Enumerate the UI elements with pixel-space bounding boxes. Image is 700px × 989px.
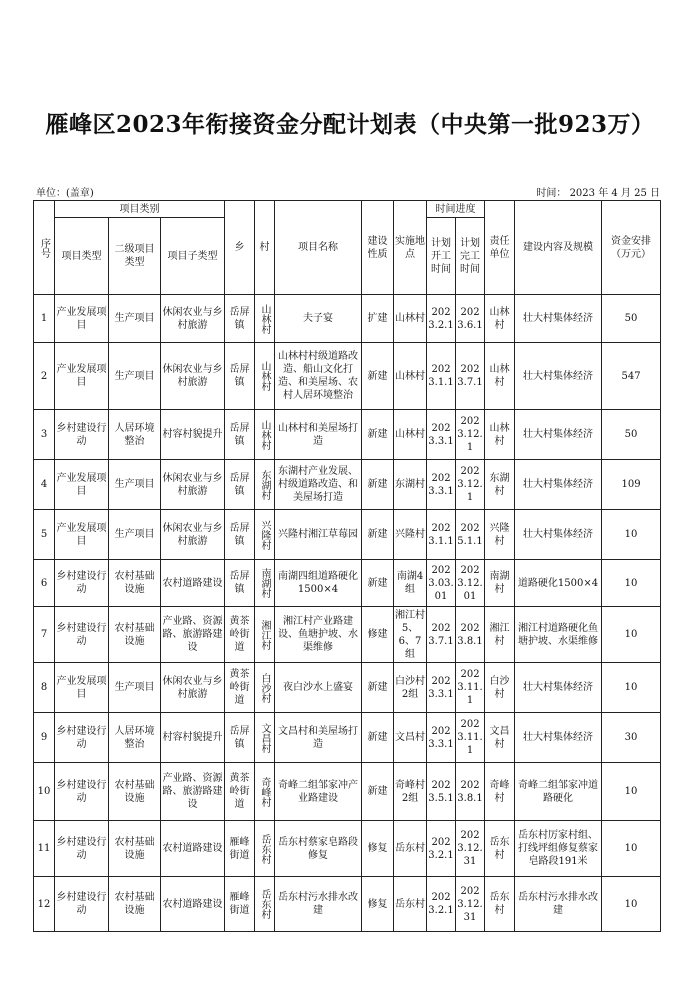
- cell-level2: 农村基础设施: [109, 877, 161, 932]
- cell-location: 山林村: [394, 295, 427, 343]
- cell-type: 乡村建设行动: [55, 410, 109, 460]
- cell-end: 2023.12.31: [456, 877, 485, 932]
- table-row: [34, 460, 661, 510]
- cell-funds: 10: [602, 663, 661, 713]
- header-funds: 资金安排（万元）: [602, 201, 661, 295]
- cell-content: 岳东村厉家村组、打线坪组修复蔡家皂路段191米: [515, 821, 602, 877]
- cell-subtype: 休闲农业与乡村旅游: [161, 460, 225, 510]
- cell-name: 山林村村级道路改造、船山文化打造、和美屋场、农村人居环境整治: [275, 343, 362, 410]
- header-name: 项目名称: [275, 201, 362, 295]
- cell-unit: 白沙村: [485, 663, 515, 713]
- cell-seq: 11: [34, 821, 55, 877]
- cell-township: 雁峰街道: [225, 877, 255, 932]
- cell-nature: 修复: [362, 821, 394, 877]
- table-row: [34, 877, 661, 932]
- cell-unit: 山林村: [485, 410, 515, 460]
- table-row: [34, 713, 661, 763]
- cell-township: 岳屏镇: [225, 343, 255, 410]
- cell-name: 东湖村产业发展、村级道路改造、和美屋场打造: [275, 460, 362, 510]
- unit-label: 单位：(盖章): [36, 188, 94, 199]
- cell-subtype: 休闲农业与乡村旅游: [161, 663, 225, 713]
- cell-unit: 岳东村: [485, 821, 515, 877]
- header-township: 乡: [225, 201, 255, 295]
- cell-type: 乡村建设行动: [55, 877, 109, 932]
- cell-unit: 东湖村: [485, 460, 515, 510]
- cell-location: 奇峰村2组: [394, 763, 427, 821]
- cell-location: 兴隆村: [394, 510, 427, 560]
- date-label: 时间： 2023 年 4 月 25 日: [536, 188, 660, 199]
- cell-village: 兴隆村: [255, 510, 275, 560]
- cell-name: 山林村和美屋场打造: [275, 410, 362, 460]
- cell-village: 山林村: [255, 343, 275, 410]
- cell-township: 黄茶岭街道: [225, 663, 255, 713]
- cell-content: 壮大村集体经济: [515, 460, 602, 510]
- cell-subtype: 产业路、资源路、旅游路建设: [161, 763, 225, 821]
- cell-level2: 农村基础设施: [109, 763, 161, 821]
- cell-name: 奇峰二组邹家冲产业路建设: [275, 763, 362, 821]
- cell-village: 奇峰村: [255, 763, 275, 821]
- cell-end: 2023.12.1: [456, 410, 485, 460]
- header-category-group: 项目类别: [55, 201, 225, 218]
- table-row: [34, 763, 661, 821]
- cell-funds: 109: [602, 460, 661, 510]
- cell-level2: 生产项目: [109, 510, 161, 560]
- page-title: 雁峰区2023年衔接资金分配计划表（中央第一批923万）: [45, 111, 655, 138]
- cell-content: 壮大村集体经济: [515, 510, 602, 560]
- header-end: 计划完工时间: [456, 218, 485, 295]
- cell-unit: 湘江村: [485, 607, 515, 663]
- cell-name: 兴隆村湘江草莓园: [275, 510, 362, 560]
- cell-name: 岳东村蔡家皂路段修复: [275, 821, 362, 877]
- cell-subtype: 休闲农业与乡村旅游: [161, 510, 225, 560]
- cell-funds: 10: [602, 510, 661, 560]
- cell-location: 白沙村2组: [394, 663, 427, 713]
- cell-level2: 生产项目: [109, 343, 161, 410]
- cell-location: 岳东村: [394, 877, 427, 932]
- cell-start: 2023.03.01: [427, 560, 456, 607]
- header-unit: 责任单位: [485, 201, 515, 295]
- header-type: 项目类型: [55, 218, 109, 295]
- header-start: 计划开工时间: [427, 218, 456, 295]
- cell-start: 2023.1.1: [427, 343, 456, 410]
- cell-start: 2023.7.1: [427, 607, 456, 663]
- header-level2: 二级项目类型: [109, 218, 161, 295]
- cell-nature: 扩建: [362, 295, 394, 343]
- cell-township: 岳屏镇: [225, 560, 255, 607]
- table-row: [34, 821, 661, 877]
- cell-subtype: 村容村貌提升: [161, 410, 225, 460]
- cell-location: 文昌村: [394, 713, 427, 763]
- cell-funds: 30: [602, 713, 661, 763]
- cell-name: 夫子宴: [275, 295, 362, 343]
- cell-nature: 新建: [362, 560, 394, 607]
- cell-village: 湘江村: [255, 607, 275, 663]
- cell-end: 2023.8.1: [456, 763, 485, 821]
- header-subtype: 项目子类型: [161, 218, 225, 295]
- cell-funds: 50: [602, 295, 661, 343]
- table-row: [34, 295, 661, 343]
- cell-nature: 新建: [362, 763, 394, 821]
- cell-unit: 岳东村: [485, 877, 515, 932]
- cell-location: 岳东村: [394, 821, 427, 877]
- table-row: [34, 343, 661, 410]
- cell-nature: 新建: [362, 460, 394, 510]
- cell-seq: 3: [34, 410, 55, 460]
- cell-type: 乡村建设行动: [55, 821, 109, 877]
- cell-seq: 7: [34, 607, 55, 663]
- cell-seq: 4: [34, 460, 55, 510]
- cell-nature: 修复: [362, 877, 394, 932]
- cell-start: 2023.2.1: [427, 821, 456, 877]
- cell-funds: 10: [602, 821, 661, 877]
- header-village: 村: [255, 201, 275, 295]
- cell-end: 2023.7.1: [456, 343, 485, 410]
- cell-end: 2023.12.31: [456, 821, 485, 877]
- cell-content: 壮大村集体经济: [515, 410, 602, 460]
- cell-start: 2023.2.1: [427, 295, 456, 343]
- cell-seq: 10: [34, 763, 55, 821]
- cell-township: 雁峰街道: [225, 821, 255, 877]
- cell-level2: 人居环境整治: [109, 713, 161, 763]
- cell-seq: 2: [34, 343, 55, 410]
- cell-start: 2023.3.1: [427, 460, 456, 510]
- cell-end: 2023.11.1: [456, 663, 485, 713]
- cell-village: 岳东村: [255, 877, 275, 932]
- cell-end: 2023.11.1: [456, 713, 485, 763]
- cell-village: 山林村: [255, 295, 275, 343]
- cell-start: 2023.1.1: [427, 510, 456, 560]
- cell-subtype: 农村道路建设: [161, 821, 225, 877]
- cell-unit: 文昌村: [485, 713, 515, 763]
- cell-nature: 修建: [362, 607, 394, 663]
- cell-location: 东湖村: [394, 460, 427, 510]
- cell-township: 岳屏镇: [225, 460, 255, 510]
- cell-unit: 兴隆村: [485, 510, 515, 560]
- cell-content: 壮大村集体经济: [515, 663, 602, 713]
- cell-funds: 10: [602, 763, 661, 821]
- cell-end: 2023.12.01: [456, 560, 485, 607]
- header-location: 实施地点: [394, 201, 427, 295]
- table-row: [34, 663, 661, 713]
- table-row: [34, 410, 661, 460]
- allocation-table: [33, 200, 661, 932]
- cell-seq: 12: [34, 877, 55, 932]
- cell-content: 奇峰二组邹家冲道路硬化: [515, 763, 602, 821]
- cell-type: 产业发展项目: [55, 663, 109, 713]
- cell-nature: 新建: [362, 663, 394, 713]
- cell-location: 山林村: [394, 410, 427, 460]
- cell-seq: 9: [34, 713, 55, 763]
- cell-name: 南湖四组道路硬化1500×4: [275, 560, 362, 607]
- cell-end: 2025.1.1: [456, 510, 485, 560]
- cell-village: 山林村: [255, 410, 275, 460]
- cell-seq: 6: [34, 560, 55, 607]
- cell-nature: 新建: [362, 713, 394, 763]
- cell-type: 产业发展项目: [55, 295, 109, 343]
- header-time-group: 时间进度: [427, 201, 485, 218]
- cell-type: 产业发展项目: [55, 460, 109, 510]
- cell-township: 岳屏镇: [225, 713, 255, 763]
- cell-level2: 生产项目: [109, 295, 161, 343]
- cell-seq: 1: [34, 295, 55, 343]
- cell-name: 岳东村污水排水改建: [275, 877, 362, 932]
- cell-level2: 生产项目: [109, 663, 161, 713]
- cell-location: 湘江村5、6、7组: [394, 607, 427, 663]
- cell-type: 乡村建设行动: [55, 560, 109, 607]
- table-row: [34, 560, 661, 607]
- cell-level2: 农村基础设施: [109, 560, 161, 607]
- cell-subtype: 休闲农业与乡村旅游: [161, 343, 225, 410]
- cell-type: 乡村建设行动: [55, 607, 109, 663]
- cell-start: 2023.5.1: [427, 763, 456, 821]
- cell-level2: 生产项目: [109, 460, 161, 510]
- cell-content: 壮大村集体经济: [515, 343, 602, 410]
- cell-level2: 农村基础设施: [109, 821, 161, 877]
- cell-village: 文昌村: [255, 713, 275, 763]
- cell-level2: 人居环境整治: [109, 410, 161, 460]
- cell-unit: 南湖村: [485, 560, 515, 607]
- cell-level2: 农村基础设施: [109, 607, 161, 663]
- cell-location: 山林村: [394, 343, 427, 410]
- cell-start: 2023.3.1: [427, 410, 456, 460]
- cell-start: 2023.3.1: [427, 713, 456, 763]
- cell-seq: 5: [34, 510, 55, 560]
- cell-start: 2023.2.1: [427, 877, 456, 932]
- cell-type: 乡村建设行动: [55, 763, 109, 821]
- cell-unit: 奇峰村: [485, 763, 515, 821]
- cell-township: 黄茶岭街道: [225, 763, 255, 821]
- table-row: [34, 607, 661, 663]
- cell-type: 产业发展项目: [55, 343, 109, 410]
- cell-funds: 10: [602, 607, 661, 663]
- cell-nature: 新建: [362, 343, 394, 410]
- cell-content: 湘江村道路硬化鱼塘护坡、水渠维修: [515, 607, 602, 663]
- cell-content: 壮大村集体经济: [515, 295, 602, 343]
- cell-content: 壮大村集体经济: [515, 713, 602, 763]
- cell-township: 岳屏镇: [225, 510, 255, 560]
- cell-content: 岳东村污水排水改建: [515, 877, 602, 932]
- cell-village: 南湖村: [255, 560, 275, 607]
- cell-unit: 山林村: [485, 343, 515, 410]
- header-nature: 建设性质: [362, 201, 394, 295]
- cell-township: 黄茶岭街道: [225, 607, 255, 663]
- cell-location: 南湖4组: [394, 560, 427, 607]
- cell-township: 岳屏镇: [225, 410, 255, 460]
- cell-subtype: 农村道路建设: [161, 877, 225, 932]
- cell-subtype: 休闲农业与乡村旅游: [161, 295, 225, 343]
- cell-village: 白沙村: [255, 663, 275, 713]
- table-row: [34, 510, 661, 560]
- cell-type: 产业发展项目: [55, 510, 109, 560]
- cell-seq: 8: [34, 663, 55, 713]
- cell-start: 2023.3.1: [427, 663, 456, 713]
- cell-funds: 10: [602, 877, 661, 932]
- cell-name: 夜白沙水上盛宴: [275, 663, 362, 713]
- cell-name: 文昌村和美屋场打造: [275, 713, 362, 763]
- cell-subtype: 农村道路建设: [161, 560, 225, 607]
- cell-township: 岳屏镇: [225, 295, 255, 343]
- cell-end: 2023.6.1: [456, 295, 485, 343]
- cell-village: 岳东村: [255, 821, 275, 877]
- cell-funds: 547: [602, 343, 661, 410]
- cell-name: 湘江村产业路建设、鱼塘护坡、水渠维修: [275, 607, 362, 663]
- cell-end: 2023.8.1: [456, 607, 485, 663]
- cell-village: 东湖村: [255, 460, 275, 510]
- cell-funds: 10: [602, 560, 661, 607]
- header-content: 建设内容及规模: [515, 201, 602, 295]
- cell-nature: 新建: [362, 410, 394, 460]
- cell-nature: 新建: [362, 510, 394, 560]
- cell-content: 道路硬化1500×4: [515, 560, 602, 607]
- cell-end: 2023.12.1: [456, 460, 485, 510]
- header-seq: 序号: [34, 201, 55, 295]
- cell-subtype: 村容村貌提升: [161, 713, 225, 763]
- cell-subtype: 产业路、资源路、旅游路建设: [161, 607, 225, 663]
- cell-type: 乡村建设行动: [55, 713, 109, 763]
- cell-unit: 山林村: [485, 295, 515, 343]
- cell-funds: 50: [602, 410, 661, 460]
